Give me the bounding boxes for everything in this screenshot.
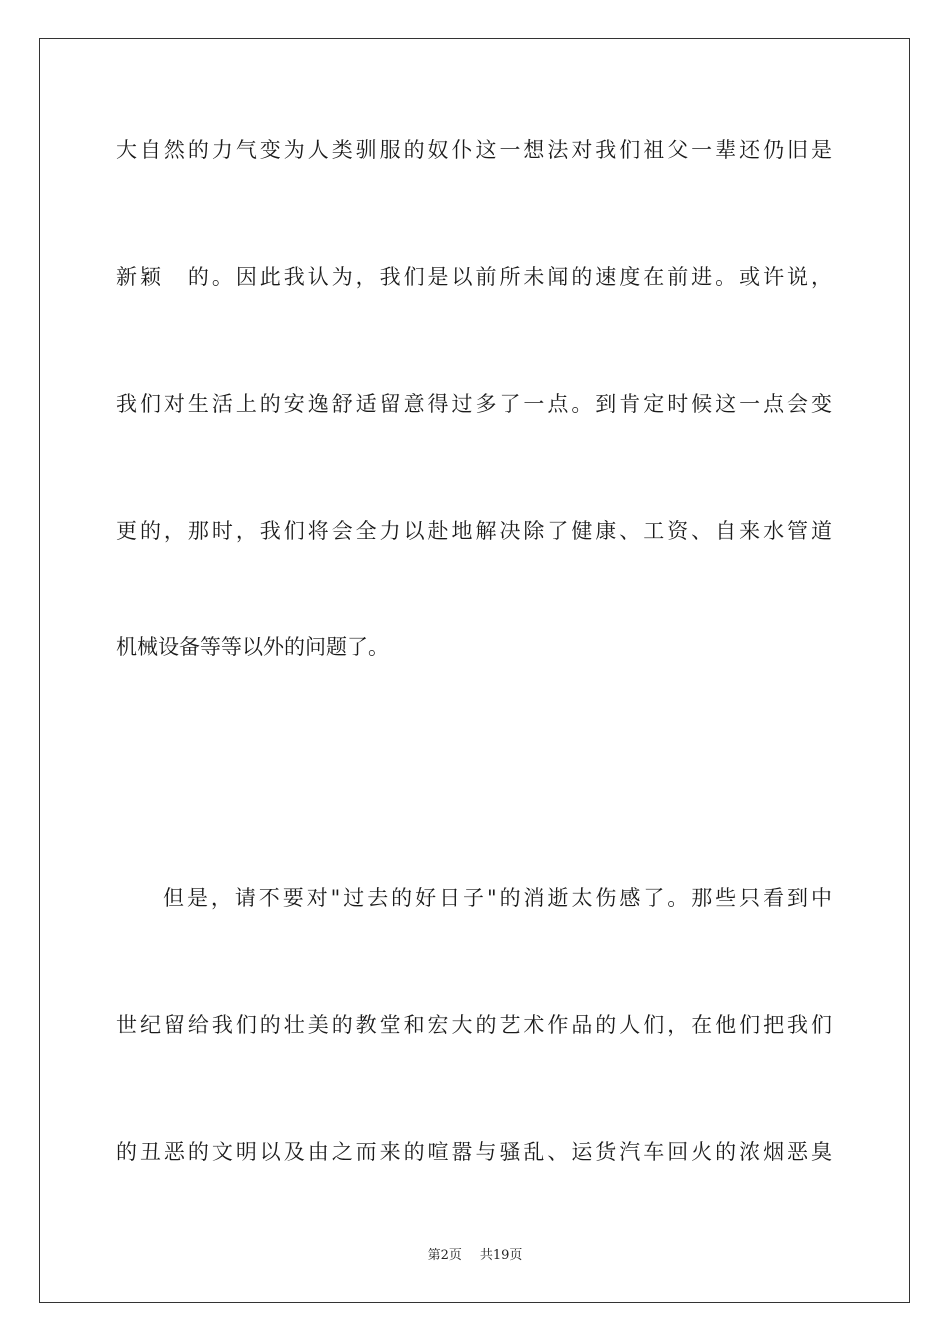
paragraph-1-line-4: 更的，那时，我们将会全力以赴地解决除了健康、工资、自来水管道 [116,519,832,543]
page-footer [0,1247,950,1265]
paragraph-2-line-3: 的丑恶的文明以及由之而来的喧嚣与骚乱、运货汽车回火的浓烟恶臭 [116,1140,832,1164]
paragraph-2-line-2: 世纪留给我们的壮美的教堂和宏大的艺术作品的人们，在他们把我们 [116,1013,832,1037]
page-number: 第2页 [427,1248,462,1263]
page-total: 共19页 [479,1248,523,1263]
paragraph-1-line-3: 我们对生活上的安逸舒适留意得过多了一点。到肯定时候这一点会变 [116,392,832,416]
paragraph-2-line-1: 但是，请不要对"过去的好日子"的消逝太伤感了。那些只看到中 [163,886,832,910]
paragraph-1-line-5: 机械设备等等以外的问题了。 [116,635,389,659]
paragraph-1-line-1: 大自然的力气变为人类驯服的奴仆这一想法对我们祖父一辈还仍旧是 [116,138,832,162]
page-frame [39,38,910,1303]
paragraph-1-line-2: 新颖 的。因此我认为，我们是以前所未闻的速度在前进。或许说， [116,265,832,289]
